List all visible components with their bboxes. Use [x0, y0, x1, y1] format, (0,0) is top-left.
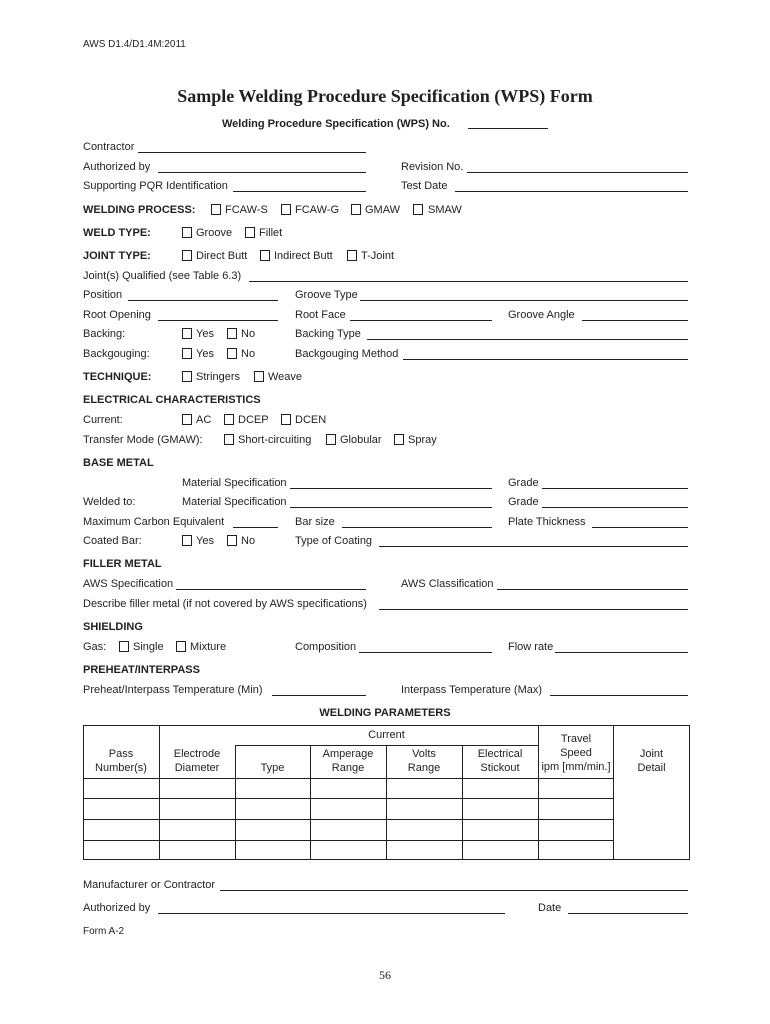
describe-filler-field[interactable]: [379, 609, 688, 610]
fillet-label: Fillet: [259, 227, 283, 239]
spray-checkbox[interactable]: [394, 434, 404, 445]
root-opening-label: Root Opening: [83, 309, 151, 321]
electrical-stickout-header: Electrical Stickout: [477, 748, 523, 774]
spray-label: Spray: [408, 434, 437, 446]
groove-angle-field[interactable]: [582, 320, 688, 321]
groove-angle-label: Groove Angle: [508, 309, 575, 321]
material-spec-field-2[interactable]: [290, 507, 492, 508]
joints-qualified-field[interactable]: [249, 281, 688, 282]
fcaw-g-checkbox[interactable]: [281, 204, 291, 215]
mixture-checkbox[interactable]: [176, 641, 186, 652]
dcen-label: DCEN: [295, 414, 327, 426]
root-face-label: Root Face: [295, 309, 346, 321]
manufacturer-label: Manufacturer or Contractor: [83, 879, 216, 891]
base-metal-heading: BASE METAL: [83, 457, 154, 469]
supporting-pqr-label: Supporting PQR Identification: [83, 180, 228, 192]
backgouging-method-label: Backgouging Method: [295, 348, 399, 360]
volts-range-header: Volts Range: [407, 748, 441, 774]
weave-checkbox[interactable]: [254, 371, 264, 382]
grade-label-2: Grade: [508, 496, 539, 508]
mixture-label: Mixture: [190, 641, 227, 653]
fillet-checkbox[interactable]: [245, 227, 255, 238]
groove-label: Groove: [196, 227, 233, 239]
supporting-pqr-field[interactable]: [233, 191, 366, 192]
dcep-label: DCEP: [238, 414, 269, 426]
coated-bar-yes-checkbox[interactable]: [182, 535, 192, 546]
single-checkbox[interactable]: [119, 641, 129, 652]
globular-label: Globular: [340, 434, 382, 446]
revision-no-field[interactable]: [467, 172, 688, 173]
indirect-butt-label: Indirect Butt: [274, 250, 333, 262]
interpass-max-field[interactable]: [550, 695, 688, 696]
interpass-max-label: Interpass Temperature (Max): [401, 684, 543, 696]
coated-bar-label: Coated Bar:: [83, 535, 142, 547]
smaw-label: SMAW: [428, 204, 462, 216]
plate-thickness-label: Plate Thickness: [508, 516, 586, 528]
flow-rate-field[interactable]: [555, 652, 688, 653]
backing-type-label: Backing Type: [295, 328, 361, 340]
form-title: Sample Welding Procedure Specification (WPS) Form: [177, 86, 593, 106]
max-carbon-field[interactable]: [233, 527, 278, 528]
pass-number-header: Pass Number(s): [95, 748, 147, 774]
backing-label: Backing:: [83, 328, 126, 340]
backing-yes-label: Yes: [196, 328, 214, 340]
coated-bar-no-label: No: [241, 535, 256, 547]
joints-qualified-label: Joint(s) Qualified (see Table 6.3): [83, 270, 242, 282]
backgouging-yes-checkbox[interactable]: [182, 348, 192, 359]
date-field[interactable]: [568, 913, 688, 914]
short-circuiting-label: Short-circuiting: [238, 434, 312, 446]
authorized-by-label: Authorized by: [83, 161, 151, 173]
contractor-label: Contractor: [83, 141, 135, 153]
globular-checkbox[interactable]: [326, 434, 336, 445]
backing-yes-checkbox[interactable]: [182, 328, 192, 339]
date-label: Date: [538, 902, 562, 914]
weave-label: Weave: [268, 371, 303, 383]
form-id: Form A-2: [83, 926, 125, 937]
dcen-checkbox[interactable]: [281, 414, 291, 425]
preheat-min-label: Preheat/Interpass Temperature (Min): [83, 684, 263, 696]
t-joint-checkbox[interactable]: [347, 250, 357, 261]
authorized-by-2-label: Authorized by: [83, 902, 151, 914]
backing-no-label: No: [241, 328, 256, 340]
type-of-coating-label: Type of Coating: [295, 535, 373, 547]
filler-metal-heading: FILLER METAL: [83, 558, 162, 570]
position-field[interactable]: [128, 300, 278, 301]
stringers-checkbox[interactable]: [182, 371, 192, 382]
single-label: Single: [133, 641, 164, 653]
backgouging-label: Backgouging:: [83, 348, 150, 360]
electrode-diameter-header: Electrode Diameter: [173, 748, 221, 774]
manufacturer-field[interactable]: [220, 890, 688, 891]
document-id: AWS D1.4/D1.4M:2011: [83, 39, 186, 50]
fcaw-g-label: FCAW-G: [295, 204, 339, 216]
joint-type-label: JOINT TYPE:: [83, 250, 151, 262]
ac-label: AC: [196, 414, 212, 426]
gmaw-checkbox[interactable]: [351, 204, 361, 215]
describe-filler-label: Describe filler metal (if not covered by AWS specifications): [83, 598, 367, 610]
aws-class-label: AWS Classification: [401, 578, 494, 590]
short-circuiting-checkbox[interactable]: [224, 434, 234, 445]
material-spec-label-2: Material Specification: [182, 496, 287, 508]
grade-field-1[interactable]: [542, 488, 688, 489]
transfer-mode-label: Transfer Mode (GMAW):: [83, 434, 203, 446]
dcep-checkbox[interactable]: [224, 414, 234, 425]
t-joint-label: T-Joint: [361, 250, 395, 262]
fcaw-s-checkbox[interactable]: [211, 204, 221, 215]
aws-class-field[interactable]: [497, 589, 688, 590]
aws-spec-field[interactable]: [176, 589, 366, 590]
backing-type-field[interactable]: [367, 339, 688, 340]
stringers-label: Stringers: [196, 371, 241, 383]
backgouging-method-field[interactable]: [403, 359, 688, 360]
backgouging-no-checkbox[interactable]: [227, 348, 237, 359]
type-of-coating-field[interactable]: [379, 546, 688, 547]
groove-type-field[interactable]: [360, 300, 688, 301]
wps-number-label: Welding Procedure Specification (WPS) No.: [222, 118, 450, 130]
authorized-by-field[interactable]: [158, 172, 366, 173]
root-face-field[interactable]: [350, 320, 492, 321]
authorized-by-2-field[interactable]: [158, 913, 505, 914]
electrical-heading: ELECTRICAL CHARACTERISTICS: [83, 394, 261, 406]
direct-butt-label: Direct Butt: [196, 250, 248, 262]
direct-butt-checkbox[interactable]: [182, 250, 192, 261]
plate-thickness-field[interactable]: [592, 527, 688, 528]
composition-field[interactable]: [359, 652, 492, 653]
backing-no-checkbox[interactable]: [227, 328, 237, 339]
current-group-header: Current: [368, 729, 405, 741]
bar-size-field[interactable]: [342, 527, 492, 528]
amperage-range-header: Amperage Range: [322, 748, 374, 774]
fcaw-s-label: FCAW-S: [225, 204, 268, 216]
welding-process-label: WELDING PROCESS:: [83, 204, 196, 216]
weld-type-label: WELD TYPE:: [83, 227, 151, 239]
test-date-label: Test Date: [401, 180, 448, 192]
revision-no-label: Revision No.: [401, 161, 464, 173]
gmaw-label: GMAW: [365, 204, 401, 216]
preheat-heading: PREHEAT/INTERPASS: [83, 664, 200, 676]
groove-type-label: Groove Type: [295, 289, 358, 301]
travel-speed-header: Travel Speed ipm [mm/min.]: [541, 733, 611, 773]
material-spec-label-1: Material Specification: [182, 477, 287, 489]
smaw-checkbox[interactable]: [413, 204, 423, 215]
indirect-butt-checkbox[interactable]: [260, 250, 270, 261]
test-date-field[interactable]: [455, 191, 688, 192]
material-spec-field-1[interactable]: [290, 488, 492, 489]
welding-parameters-heading: WELDING PARAMETERS: [319, 707, 451, 719]
contractor-field[interactable]: [138, 152, 366, 153]
type-header: Type: [260, 762, 285, 774]
preheat-min-field[interactable]: [272, 695, 366, 696]
composition-label: Composition: [295, 641, 357, 653]
grade-field-2[interactable]: [542, 507, 688, 508]
bar-size-label: Bar size: [295, 516, 335, 528]
shielding-heading: SHIELDING: [83, 621, 143, 633]
coated-bar-yes-label: Yes: [196, 535, 214, 547]
position-label: Position: [83, 289, 123, 301]
backgouging-no-label: No: [241, 348, 256, 360]
max-carbon-label: Maximum Carbon Equivalent: [83, 516, 225, 528]
welded-to-label: Welded to:: [83, 496, 136, 508]
ac-checkbox[interactable]: [182, 414, 192, 425]
coated-bar-no-checkbox[interactable]: [227, 535, 237, 546]
flow-rate-label: Flow rate: [508, 641, 554, 653]
technique-label: TECHNIQUE:: [83, 371, 152, 383]
grade-label-1: Grade: [508, 477, 539, 489]
page-number: 56: [379, 968, 391, 982]
groove-checkbox[interactable]: [182, 227, 192, 238]
aws-spec-label: AWS Specification: [83, 578, 174, 590]
gas-label: Gas:: [83, 641, 107, 653]
root-opening-field[interactable]: [158, 320, 278, 321]
joint-detail-header: Joint Detail: [637, 748, 666, 774]
backgouging-yes-label: Yes: [196, 348, 214, 360]
wps-number-field[interactable]: [468, 128, 548, 129]
current-label: Current:: [83, 414, 123, 426]
